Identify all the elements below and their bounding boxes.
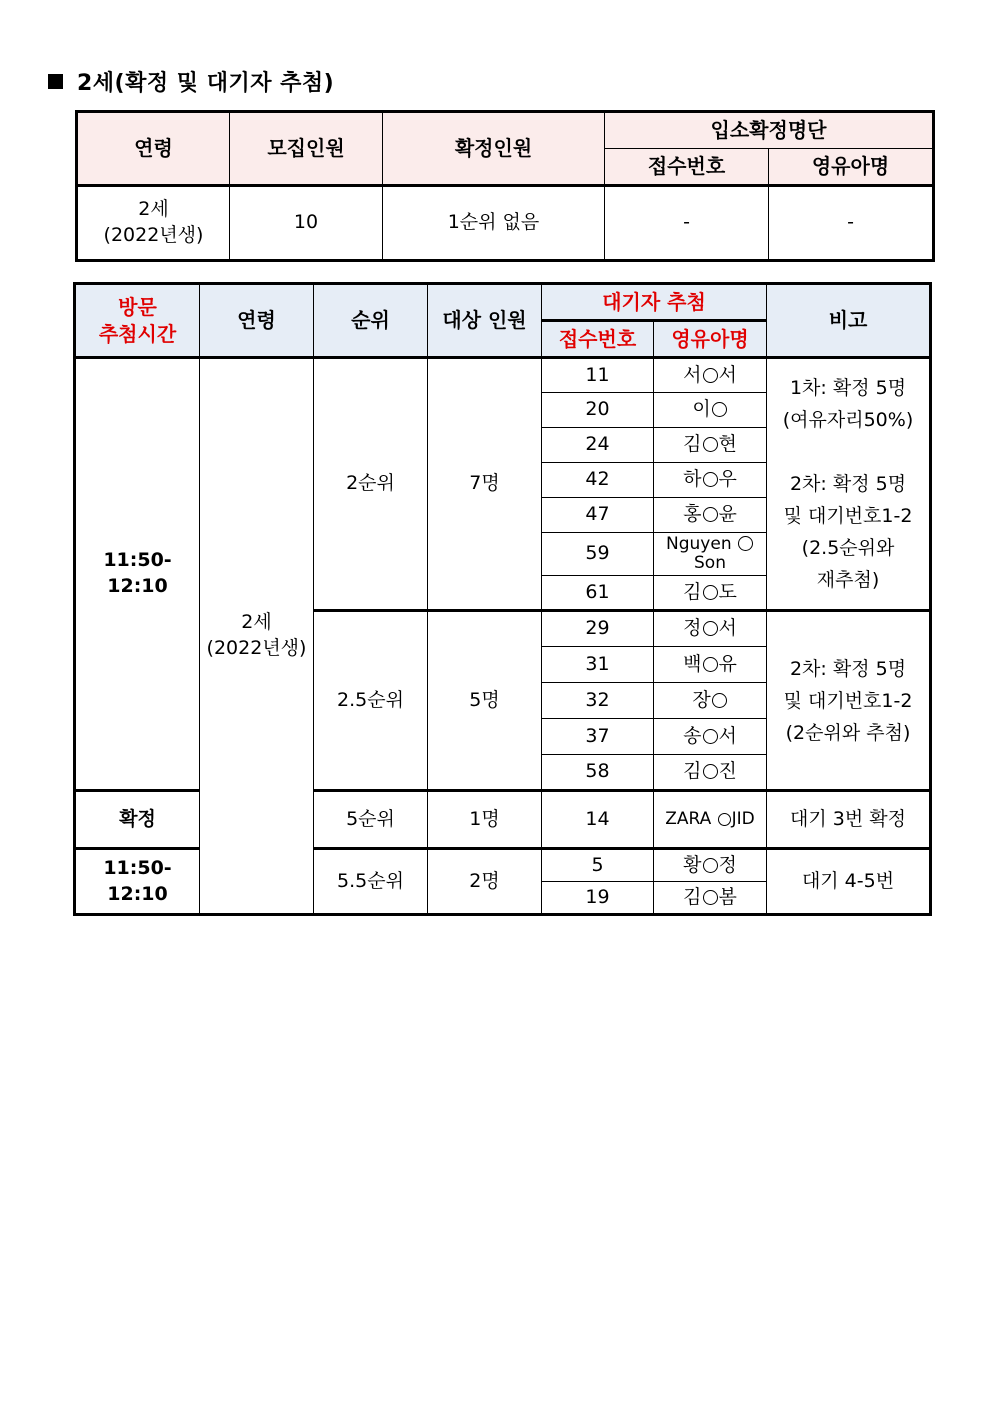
name-part: Nguyen (666, 534, 732, 555)
table-row (75, 358, 931, 393)
cell-receipt-no: 59 (542, 533, 654, 576)
masked-circle-icon (703, 507, 718, 522)
header-waitlist-draw: 대기자 추첨 (542, 284, 767, 321)
cell-receipt-no: 61 (542, 576, 654, 611)
cell-child-name (654, 882, 767, 915)
section-title: 2세(확정 및 대기자 추첨) (77, 71, 335, 96)
header-child-name: 영유아명 (769, 149, 934, 186)
cell-child-name (654, 719, 767, 755)
remark-line: (2.5순위와 (801, 537, 895, 559)
name-part: 윤 (718, 503, 737, 526)
masked-circle-icon (718, 813, 731, 826)
cell-confirmed: 1순위 없음 (383, 186, 605, 261)
masked-circle-icon (703, 437, 718, 452)
name-part: 김 (683, 580, 702, 603)
cell-receipt-no: 37 (542, 719, 654, 755)
cell-child-name (654, 358, 767, 393)
cell-receipt-no: 14 (542, 791, 654, 849)
table-row (77, 186, 934, 261)
remark-line: 1차: 확정 5명 (789, 377, 907, 399)
cell-priority: 5순위 (314, 791, 428, 849)
masked-circle-icon (712, 402, 727, 417)
name-part: 백 (683, 652, 702, 675)
name-part: 진 (718, 760, 737, 783)
name-part: 송 (683, 724, 702, 747)
cell-receipt-no: 31 (542, 647, 654, 683)
cell-visit-time: 11:50-12:10 (75, 849, 200, 915)
masked-circle-icon (738, 536, 753, 551)
header-confirmed: 확정인원 (383, 112, 605, 186)
header-visit-time (75, 284, 200, 358)
cell-remark (767, 611, 931, 791)
cell-target-count: 2명 (428, 849, 542, 915)
header-remarks: 비고 (767, 284, 931, 358)
age-line2: (2022년생) (103, 224, 204, 246)
cell-receipt-no: 20 (542, 393, 654, 428)
cell-recruit: 10 (230, 186, 383, 261)
age-line2: (2022년생) (206, 637, 307, 659)
name-part: 김 (683, 433, 702, 456)
masked-circle-icon (703, 890, 718, 905)
name-part: 정 (718, 853, 737, 876)
name-part: 우 (718, 468, 737, 491)
age-line1: 2세 (241, 611, 272, 634)
cell-priority: 2순위 (314, 358, 428, 611)
header-priority: 순위 (314, 284, 428, 358)
cell-age (200, 358, 314, 915)
masked-circle-icon (712, 693, 727, 708)
header-age: 연령 (200, 284, 314, 358)
name-part: 황 (683, 853, 702, 876)
cell-target-count: 5명 (428, 611, 542, 791)
cell-target-count: 7명 (428, 358, 542, 611)
waitlist-table (73, 282, 932, 916)
cell-child-name (654, 576, 767, 611)
cell-age (77, 186, 230, 261)
masked-circle-icon (703, 729, 718, 744)
masked-circle-icon (703, 858, 718, 873)
masked-circle-icon (703, 621, 718, 636)
masked-circle-icon (703, 368, 718, 383)
section-heading (48, 66, 334, 97)
cell-receipt-no: 32 (542, 683, 654, 719)
masked-circle-icon (703, 472, 718, 487)
masked-circle-icon (703, 657, 718, 672)
name-part: 봄 (718, 885, 737, 908)
header-receipt-no: 접수번호 (542, 321, 654, 358)
header-receipt-no: 접수번호 (605, 149, 769, 186)
cell-receipt-no: 42 (542, 463, 654, 498)
name-part: 서 (718, 724, 737, 747)
cell-child-name (654, 393, 767, 428)
visit-line1: 방문 (118, 294, 157, 319)
name-part: 유 (718, 652, 737, 675)
name-part: 홍 (683, 503, 702, 526)
cell-visit-time: 확정 (75, 791, 200, 849)
masked-circle-icon (703, 585, 718, 600)
name-part: 정 (683, 617, 702, 640)
cell-priority: 5.5순위 (314, 849, 428, 915)
header-age: 연령 (77, 112, 230, 186)
remark-spacer (767, 436, 929, 468)
header-target-count: 대상 인원 (428, 284, 542, 358)
header-roster: 입소확정명단 (605, 112, 934, 149)
cell-remark: 대기 4-5번 (767, 849, 931, 915)
name-part: 김 (683, 760, 702, 783)
header-child-name: 영유아명 (654, 321, 767, 358)
name-part: 서 (718, 363, 737, 386)
cell-child-name (654, 647, 767, 683)
name-part: 현 (718, 433, 737, 456)
name-part: JID (731, 809, 755, 830)
name-part: 김 (683, 885, 702, 908)
remark-line: 2차: 확정 5명 (789, 473, 907, 495)
cell-child-name (654, 428, 767, 463)
cell-child-name (654, 498, 767, 533)
cell-visit-time: 11:50-12:10 (75, 358, 200, 791)
cell-receipt-no: 5 (542, 849, 654, 882)
cell-receipt-no: 24 (542, 428, 654, 463)
remark-line: 및 대기번호1-2 (783, 689, 913, 712)
visit-line2: 추첨시간 (98, 321, 177, 346)
cell-receipt-no: - (605, 186, 769, 261)
remark-line: 및 대기번호1-2 (783, 505, 913, 527)
masked-circle-icon (703, 764, 718, 779)
cell-priority: 2.5순위 (314, 611, 428, 791)
name-part: Son (694, 553, 726, 573)
confirmed-table (75, 110, 935, 262)
cell-target-count: 1명 (428, 791, 542, 849)
cell-receipt-no: 47 (542, 498, 654, 533)
header-recruit: 모집인원 (230, 112, 383, 186)
cell-remark: 대기 3번 확정 (767, 791, 931, 849)
cell-receipt-no: 29 (542, 611, 654, 647)
cell-child-name (654, 611, 767, 647)
name-part: 서 (683, 363, 702, 386)
name-part: 서 (718, 617, 737, 640)
square-bullet-icon (48, 74, 63, 89)
cell-child-name (654, 463, 767, 498)
name-part: 이 (692, 398, 711, 421)
remark-line: (2순위와 추첨) (785, 721, 911, 744)
remark-line: (여유자리50%) (782, 409, 914, 431)
remark-line: 2차: 확정 5명 (789, 657, 907, 680)
name-part: 도 (718, 580, 737, 603)
name-part: 하 (683, 468, 702, 491)
cell-child-name (654, 849, 767, 882)
cell-child-name (654, 683, 767, 719)
cell-remark (767, 358, 931, 611)
name-part: 장 (692, 688, 711, 711)
age-line1: 2세 (138, 198, 169, 221)
cell-receipt-no: 19 (542, 882, 654, 915)
cell-receipt-no: 58 (542, 755, 654, 791)
cell-child-name (654, 533, 767, 576)
name-part: ZARA (665, 809, 712, 830)
cell-child-name: - (769, 186, 934, 261)
remark-line: 재추첨) (816, 569, 880, 591)
cell-child-name (654, 791, 767, 849)
cell-child-name (654, 755, 767, 791)
cell-receipt-no: 11 (542, 358, 654, 393)
